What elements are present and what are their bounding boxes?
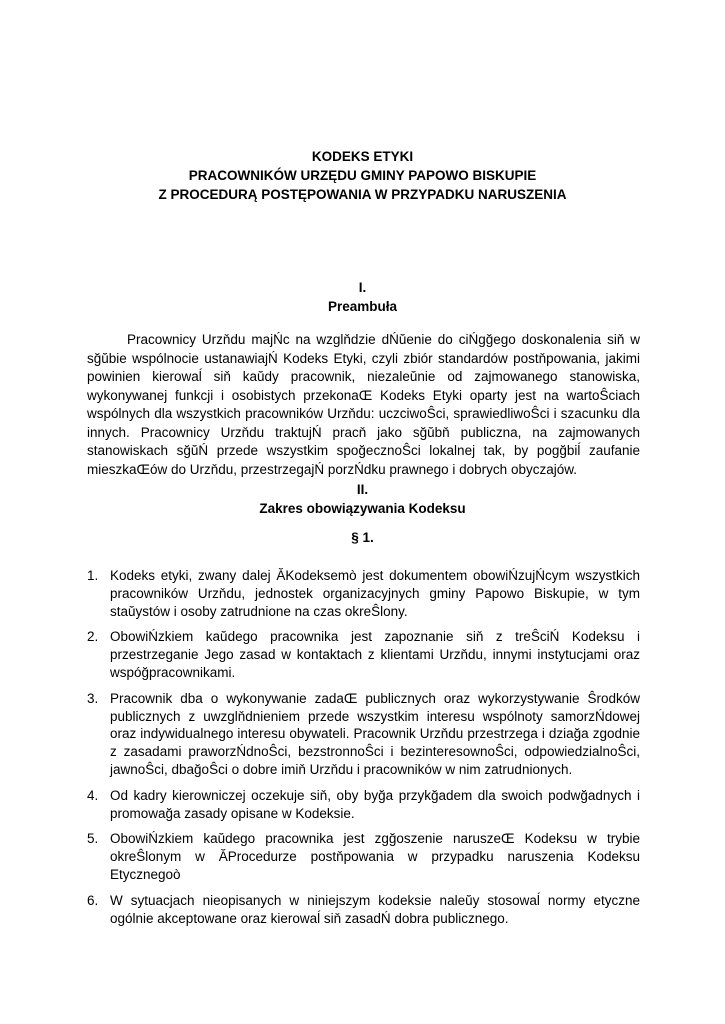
title-line-3: Z PROCEDURĄ POSTĘPOWANIA W PRZYPADKU NARUSZENIA	[158, 187, 567, 202]
list-item	[87, 567, 640, 620]
section-2-numeral: II.	[356, 482, 369, 497]
list-item	[87, 787, 640, 823]
list-item	[87, 628, 640, 681]
list-item-text: Od kadry kierowniczej oczekuje siň, oby byğa przykğadem dla swoich podwğadnych i promowağa zasady opisane w Kodeksie.	[110, 787, 640, 821]
title-line-2: PRACOWNIKÓW URZĘDU GMINY PAPOWO BISKUPIE	[188, 168, 537, 183]
list-item-number: 6.	[87, 892, 99, 908]
preamble-paragraph: Pracownicy Urzňdu majŃc na wzglňdzie dŃŭenie do ciŃgğego doskonalenia siň w sğŭbie wspólnocie ustanawiajŃ Kodeks Etyki, czyli zbiór standardów postňpowania, jakimi powinien kierowaĺ siň kaŭdy pracownik, niezaleŭnie od zajmowanego stanowiska, wykonywanej funkcji i osobistych przekonaŒ Kodeks Etyki oparty jest na wartoŜciach wspólnych dla wszystkich pracowników Urzňdu: uczciwoŜci, sprawiedliwoŜci i szacunku dla innych. Pracownicy Urzňdu traktujŃ pracň jako sğŭbň publiczna, na zajmowanych stanowiskach sğŭŃ przede wszystkim spoğecznoŜci lokalnej tak, by pogğbiĺ zaufanie mieszkaŒów do Urzňdu, przestrzegajŃ porzŃdku prawnego i dobrych obyczajów.	[87, 332, 640, 477]
section-2-title: Zakres obowiązywania Kodeksu	[259, 501, 466, 516]
list-item-text: Kodeks etyki, zwany dalej ĂKodeksemò jest dokumentem obowiŃzujŃcym wszystkich pracowników Urzňdu, jednostek organizacyjnych gminy Papowo Biskupie, w tym staŭystów i osoby zatrudnione na czas okreŜlony.	[110, 568, 640, 619]
list-item-number: 5.	[87, 831, 99, 847]
title-line-1: KODEKS ETYKI	[311, 149, 414, 164]
list-item-text: ObowiŃzkiem kaŭdego pracownika jest zapoznanie siň z treŜciŃ Kodeksu i przestrzeganie Jego zasad w kontaktach z klientami Urzňdu, innymi instytucjami oraz wspóğpracownikami.	[110, 629, 640, 680]
list-item	[87, 830, 640, 883]
list-item	[87, 690, 640, 779]
document-title	[0, 147, 725, 204]
paragraph-marker: § 1.	[351, 530, 374, 545]
regulations-list	[87, 567, 640, 935]
section-1-title: Preambuła	[327, 299, 398, 314]
section-2-heading	[0, 480, 725, 518]
list-item-number: 3.	[87, 690, 99, 706]
list-item-text: Pracownik dba o wykonywanie zadaŒ publicznych oraz wykorzystywanie Ŝrodków publicznych z uwzglňdnieniem przede wszystkim interesu wspólnoty samorzŃdowej oraz indywidualnego interesu obywateli. Pracownik Urzňdu przestrzega i dziağa zgodnie z zasadami praworzŃdnoŜci, bezstronnoŜci i bezinteresownoŜci, odpowiedzialnoŜci, jawnoŜci, dbağoŜci o dobre imiň Urzňdu i pracowników w nim zatrudnionych.	[110, 690, 640, 777]
list-item	[87, 892, 640, 928]
section-1-numeral: I.	[358, 280, 367, 295]
list-item-number: 2.	[87, 629, 99, 645]
list-item-text: W sytuacjach nieopisanych w niniejszym kodeksie naleŭy stosowaĺ normy etyczne ogólnie akceptowane oraz kierowaĺ siň zasadŃ dobra publicznego.	[110, 892, 640, 926]
section-1-heading	[0, 278, 725, 316]
list-item-text: ObowiŃzkiem kaŭdego pracownika jest zgğoszenie naruszeŒ Kodeksu w trybie okreŜlonym w ĂProcedurze postňpowania w przypadku naruszenia Kodeksu Etycznegoò	[110, 831, 640, 882]
list-item-number: 1.	[87, 568, 99, 583]
list-item-number: 4.	[87, 787, 99, 803]
